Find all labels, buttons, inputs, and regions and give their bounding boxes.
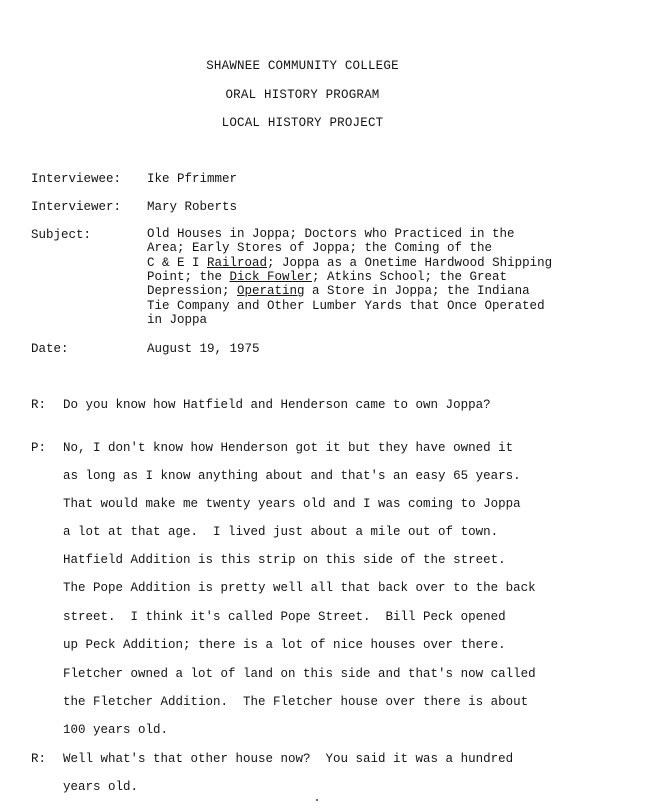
transcript-line: as long as I know anything about and that's an easy 65 years.: [63, 469, 521, 483]
subject-underlined-dick-fowler: Dick Fowler: [229, 270, 313, 284]
interviewer-value: Mary Roberts: [147, 200, 238, 214]
subject-line-4: [147, 271, 507, 284]
interviewee-value: Ike Pfrimmer: [147, 172, 238, 186]
transcript-line: years old.: [63, 780, 139, 794]
transcript-line: No, I don't know how Henderson got it but they have owned it: [63, 441, 514, 455]
subject-underlined-railroad: Railroad: [207, 256, 268, 270]
subject-line-7: in Joppa: [147, 313, 208, 327]
date-label: Date:: [31, 342, 69, 356]
transcript-line: Do you know how Hatfield and Henderson came to own Joppa?: [63, 398, 491, 412]
header-program: ORAL HISTORY PROGRAM: [225, 88, 380, 102]
transcript-line: Fletcher owned a lot of land on this side and that's now called: [63, 667, 536, 681]
speaker-r: R:: [31, 752, 47, 766]
subject-line-2: Area; Early Stores of Joppa; the Coming of the: [147, 241, 493, 255]
transcript-line: a lot at that age. I lived just about a mile out of town.: [63, 525, 499, 539]
subject-text: Depression;: [147, 284, 238, 298]
transcript-line: up Peck Addition; there is a lot of nice houses over there.: [63, 638, 506, 652]
transcript-line: Hatfield Addition is this strip on this side of the street.: [63, 553, 506, 567]
speaker-r: R:: [31, 398, 47, 412]
header-project: LOCAL HISTORY PROJECT: [221, 116, 384, 130]
subject-line-3: [147, 257, 552, 270]
interviewer-label: Interviewer:: [31, 200, 122, 214]
subject-line-6: Tie Company and Other Lumber Yards that Once Operated: [147, 299, 545, 313]
transcript-line: Well what's that other house now? You said it was a hundred: [63, 752, 514, 766]
subject-text: Point; the: [147, 270, 230, 284]
subject-text: ; Joppa as a Onetime Hardwood Shipping: [267, 256, 553, 270]
subject-label: Subject:: [31, 228, 92, 242]
subject-underlined-operating: Operating: [237, 284, 305, 298]
transcript-line: street. I think it's called Pope Street. Bill Peck opened: [63, 610, 506, 624]
speaker-p: P:: [31, 441, 47, 455]
subject-text: C & E I: [147, 256, 208, 270]
subject-text: ; Atkins School; the Great: [312, 270, 508, 284]
subject-line-5: [147, 285, 530, 298]
transcript-line: The Pope Addition is pretty well all that back over to the back: [63, 581, 536, 595]
transcript-line: 100 years old.: [63, 723, 169, 737]
transcript-line: That would make me twenty years old and I was coming to Joppa: [63, 497, 521, 511]
subject-text: a Store in Joppa; the Indiana: [304, 284, 530, 298]
transcript-line: the Fletcher Addition. The Fletcher house over there is about: [63, 695, 529, 709]
scan-speck: [316, 799, 318, 801]
interviewee-label: Interviewee:: [31, 172, 122, 186]
date-value: August 19, 1975: [147, 342, 260, 356]
header-college: SHAWNEE COMMUNITY COLLEGE: [206, 59, 399, 73]
subject-line-1: Old Houses in Joppa; Doctors who Practiced in the: [147, 227, 515, 241]
